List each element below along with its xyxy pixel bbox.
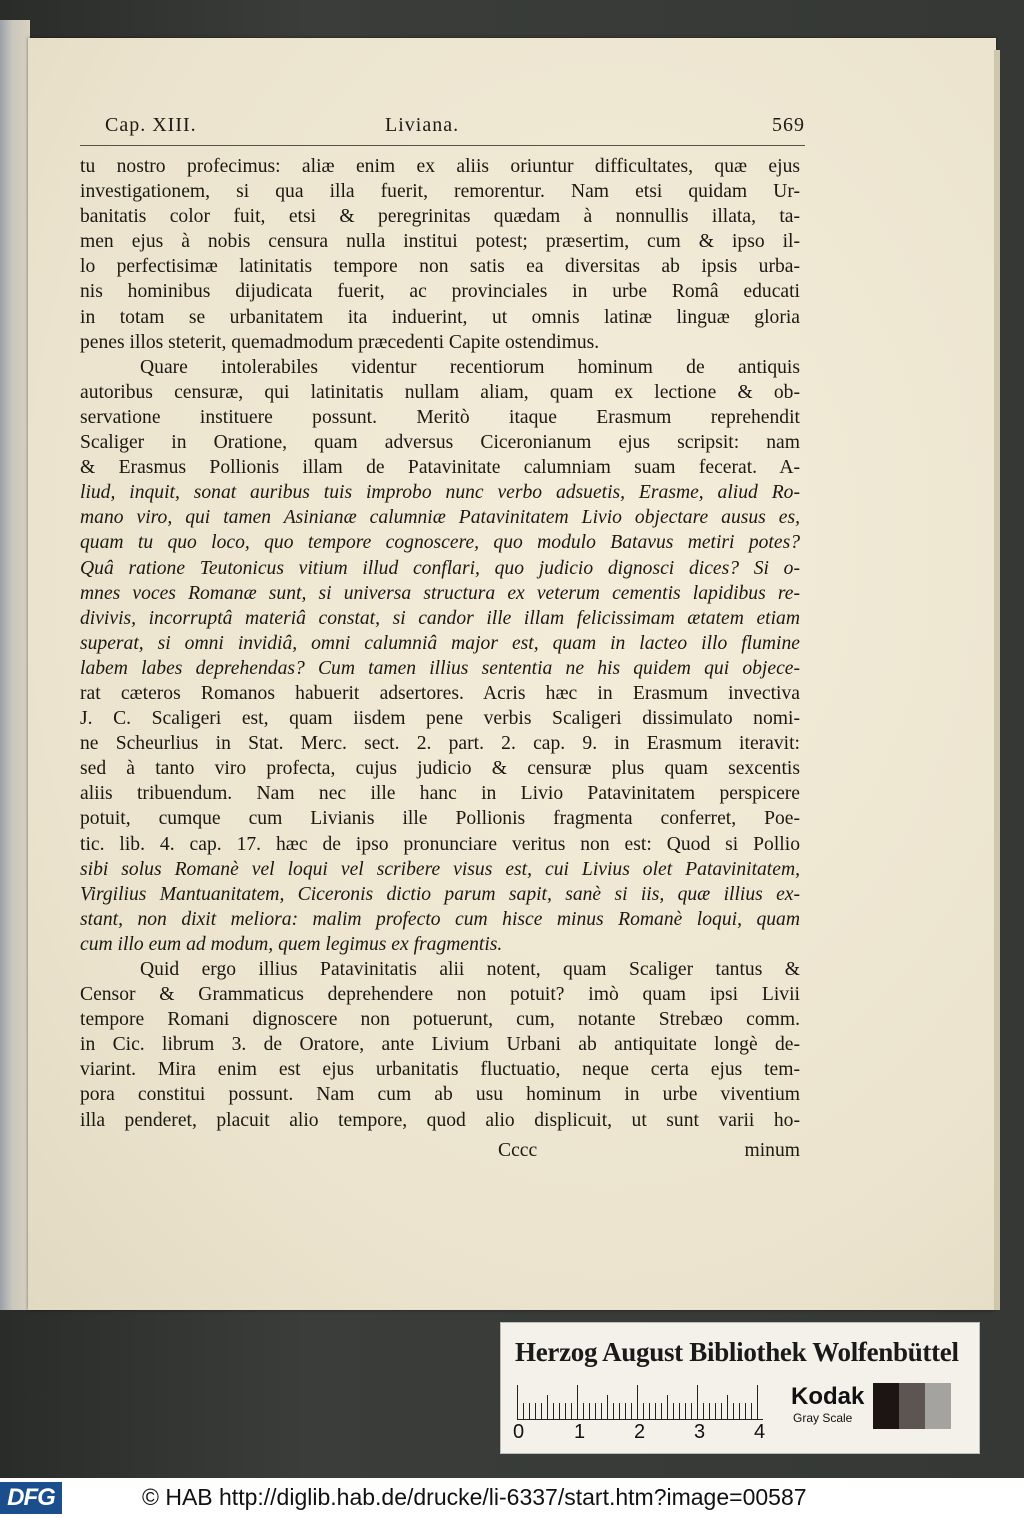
text-line: liud, inquit, sonat auribus tuis improbo nunc verbo adsuetis, Erasme, aliud Ro- (80, 482, 800, 504)
ruler-tick (637, 1385, 638, 1419)
ruler-tick (595, 1403, 596, 1419)
ruler-tick (739, 1403, 740, 1419)
header-rule (80, 145, 805, 146)
text-line: superat, si omni invidiâ, omni calumniâ major est, quam in lacteo illo flumine (80, 632, 800, 654)
library-name: Herzog August Bibliothek Wolfenbüttel (515, 1337, 959, 1367)
ruler-tick (571, 1403, 572, 1419)
ruler-tick (619, 1403, 620, 1419)
section-title: Liviana. (385, 114, 460, 136)
ruler-tick (667, 1395, 668, 1419)
text-line: mnes voces Romanæ sunt, si universa structura ex veterum cementis lapidibus re- (80, 582, 800, 604)
ruler-tick (607, 1395, 608, 1419)
body-text (80, 154, 800, 1133)
ruler-tick (751, 1403, 752, 1419)
text-line: potuit, cumque cum Livianis ille Pollionis fragmenta conferret, Poe- (80, 808, 800, 830)
ruler-tick (565, 1403, 566, 1419)
text-line: tic. lib. 4. cap. 17. hæc de ipso pronunciare veritus non est: Quod si Pollio (80, 833, 800, 855)
ruler-number: 3 (694, 1421, 706, 1443)
text-line: investigationem, si qua illa fuerit, remorentur. Nam etsi quidam Ur- (80, 181, 800, 203)
ruler-tick (679, 1403, 680, 1419)
page-number: 569 (772, 114, 805, 136)
ruler-number: 1 (574, 1421, 586, 1443)
text-line: nis hominibus dijudicata fuerit, ac provinciales in urbe Româ educati (80, 281, 800, 303)
text-line: aliis tribuendum. Nam nec ille hanc in Livio Patavinitatem perspicere (80, 783, 800, 805)
text-line: Scaliger in Oratione, quam adversus Ciceronianum ejus scripsit: nam (80, 432, 800, 454)
text-line: J. C. Scaligeri est, quam iisdem pene verbis Scaligeri dissimulato nomi- (80, 708, 800, 730)
ruler-tick (625, 1403, 626, 1419)
ruler-number: 2 (634, 1421, 646, 1443)
text-line: sed à tanto viro profecta, cujus judicio & censuræ plus quam sexcentis (80, 758, 800, 780)
right-page-edge (994, 50, 1000, 1310)
text-line: labem labes deprehendas? Cum tamen illius sententia ne his quidem qui objece- (80, 657, 800, 679)
ruler-tick (727, 1395, 728, 1419)
color-scale-card (500, 1322, 980, 1454)
ruler-tick (535, 1403, 536, 1419)
text-line: illa penderet, placuit alio tempore, quod alio displicuit, ut sunt varii ho- (80, 1109, 800, 1131)
text-line: cum illo eum ad modum, quem legimus ex fragmentis. (80, 933, 503, 955)
text-line: lo perfectisimæ latinitatis tempore non satis ea diversitas ab ipsis urba- (80, 256, 800, 278)
ruler-tick (517, 1385, 518, 1419)
ruler-tick (757, 1385, 758, 1419)
ruler-tick (643, 1403, 644, 1419)
ruler-number: 0 (513, 1421, 525, 1443)
ruler-tick (661, 1403, 662, 1419)
ruler-tick (673, 1403, 674, 1419)
text-line: sibi solus Romanè vel loqui vel scribere visus est, cui Livius olet Patavinitatem, (80, 858, 800, 880)
ruler-tick (715, 1403, 716, 1419)
text-line: tu nostro profecimus: aliæ enim ex aliis oriuntur difficultates, quæ ejus (80, 156, 800, 177)
text-line: quam tu quo loco, quo tempore cognoscere, quo modulo Batavus metiri potes? (80, 532, 800, 554)
text-line: & Erasmus Pollionis illam de Patavinitate calumniam suam fecerat. A- (80, 457, 800, 479)
ruler-tick (529, 1403, 530, 1419)
text-line: Quid ergo illius Patavinitatis alii notent, quam Scaliger tantus & (140, 959, 800, 980)
signature-mark: Cccc (498, 1140, 538, 1161)
catchword: minum (744, 1140, 800, 1161)
text-line: viarint. Mira enim est ejus urbanitatis fluctuatio, neque certa ejus tem- (80, 1059, 800, 1081)
text-line: banitatis color fuit, etsi & peregrinitas quædam à nonnullis illata, ta- (80, 206, 800, 228)
ruler-tick (655, 1403, 656, 1419)
ruler-tick (733, 1403, 734, 1419)
ruler-tick (541, 1403, 542, 1419)
viewer-footer (0, 1478, 1024, 1518)
gray-swatch-mid (899, 1383, 925, 1429)
copyright-url[interactable]: © HAB http://diglib.hab.de/drucke/li-6337/start.htm?image=00587 (142, 1484, 807, 1510)
text-line: rat cæteros Romanos habuerit adsertores. Acris hæc in Erasmum invectiva (80, 682, 800, 704)
ruler-tick (631, 1403, 632, 1419)
ruler-tick (583, 1403, 584, 1419)
ruler-tick (649, 1403, 650, 1419)
ruler-tick (691, 1403, 692, 1419)
text-line: mano viro, qui tamen Asinianæ calumniæ Patavinitatem Livio objectare ausus es, (80, 507, 800, 529)
gray-swatch-light (925, 1383, 951, 1429)
ruler-tick (547, 1395, 548, 1419)
gray-scale-label: Gray Scale (793, 1411, 853, 1425)
ruler-tick (559, 1403, 560, 1419)
ruler-tick (697, 1385, 698, 1419)
gray-swatch-dark (873, 1383, 899, 1429)
text-line: penes illos steterit, quemadmodum præcedenti Capite ostendimus. (80, 331, 600, 353)
text-line: Virgilius Mantuanitatem, Ciceronis dictio parum sapit, sanè si iis, quæ illius ex- (80, 883, 800, 905)
ruler-tick (577, 1385, 578, 1419)
text-line: autoribus censuræ, qui latinitatis nullam aliam, quam ex lectione & ob- (80, 381, 800, 403)
running-head (105, 114, 805, 142)
ruler-tick (721, 1403, 722, 1419)
ruler-number: 4 (754, 1421, 766, 1443)
ruler-tick (613, 1403, 614, 1419)
text-line: pora constitui possunt. Nam cum ab usu hominum in urbe viventium (80, 1084, 800, 1106)
ruler-tick (685, 1403, 686, 1419)
text-line: stant, non dixit meliora: malim profecto cum hisce minus Romanè loqui, quam (80, 908, 800, 930)
ruler-tick (553, 1403, 554, 1419)
chapter-label: Cap. XIII. (105, 114, 197, 136)
text-line: divivis, incorruptâ materiâ constat, si candor ille illam felicissimam ætatem etiam (80, 607, 800, 629)
text-line: in Cic. librum 3. de Oratore, ante Livium Urbani ab antiquitate longè de- (80, 1034, 800, 1056)
left-page-edge (0, 20, 30, 1310)
text-line: Quâ ratione Teutonicus vitium illud conflari, quo judicio dignosci dices? Si o- (80, 557, 800, 579)
text-line: Quare intolerabiles videntur recentiorum hominum de antiquis (140, 356, 800, 378)
ruler-tick (709, 1403, 710, 1419)
ruler-tick (589, 1403, 590, 1419)
ruler-scale (517, 1379, 763, 1420)
ruler-tick (703, 1403, 704, 1419)
ruler-tick (745, 1403, 746, 1419)
text-line: tempore Romani dignoscere non potuerunt, cum, notante Strebæo comm. (80, 1009, 800, 1031)
catchline (80, 1140, 800, 1166)
ruler-tick (601, 1403, 602, 1419)
ruler-tick (523, 1403, 524, 1419)
kodak-logo: Kodak (791, 1383, 865, 1410)
text-line: ne Scheurlius in Stat. Merc. sect. 2. part. 2. cap. 9. in Erasmum iteravit: (80, 733, 800, 755)
text-line: servatione instituere possunt. Meritò itaque Erasmum reprehendit (80, 406, 800, 428)
text-line: in totam se urbanitatem ita induerint, ut omnis latinæ linguæ gloria (80, 306, 800, 328)
text-line: Censor & Grammaticus deprehendere non potuit? imò quam ipsi Livii (80, 984, 800, 1006)
dfg-logo: DFG (0, 1482, 62, 1514)
text-line: men ejus à nobis censura nulla institui potest; præsertim, cum & ipso il- (80, 231, 800, 253)
